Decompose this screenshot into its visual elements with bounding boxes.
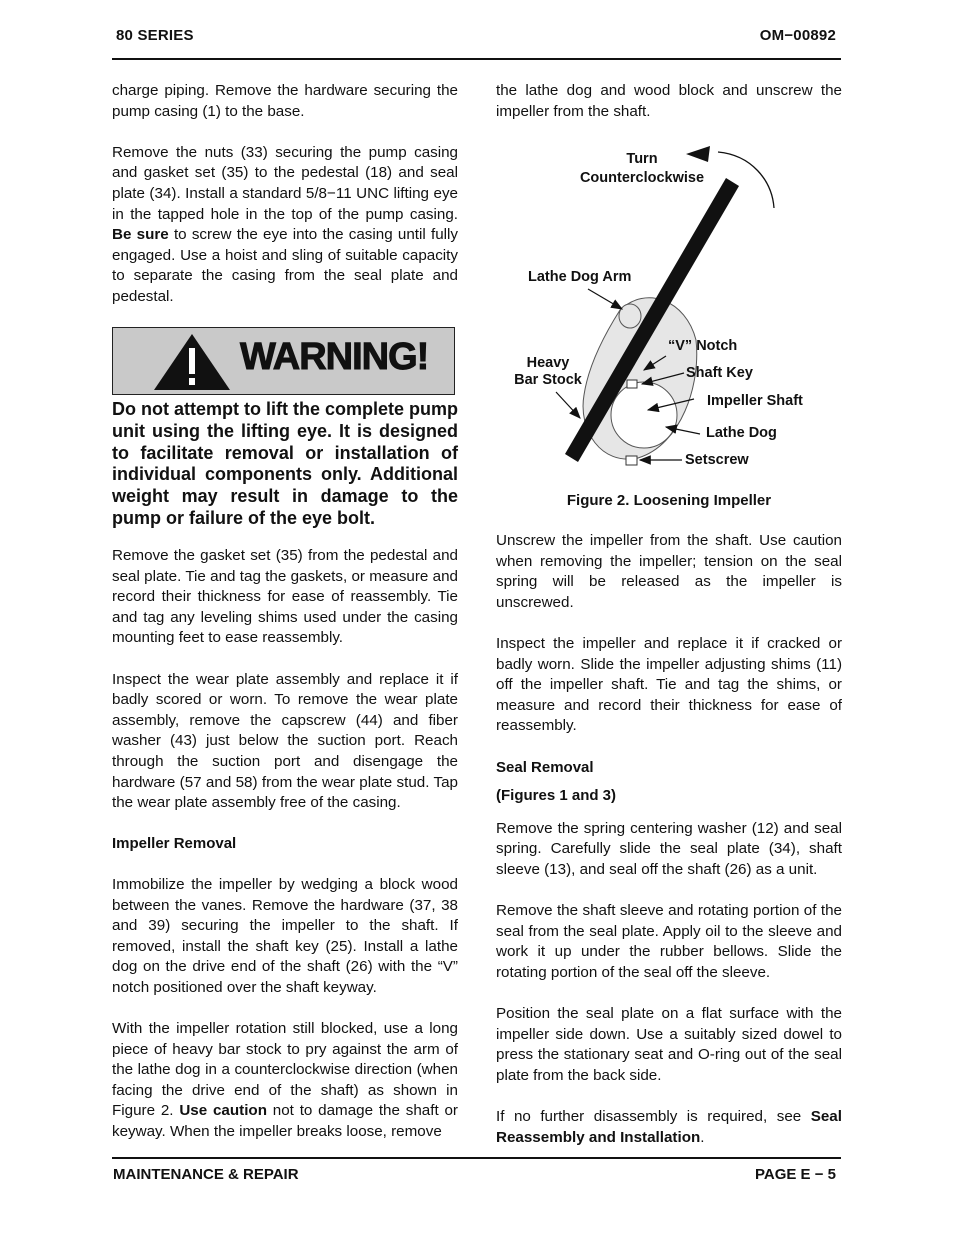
- paragraph: Remove the nuts (33) securing the pump casing and gasket set (35) to the pedestal (18) and seal plate (34). Install a standard 5/8−11 UNC lifting eye in the tapped hole in the top of the pump casing. Be sure to screw the eye into the casing until fully engaged. Use a hoist and sling of suitable capacity to separate the casing from the seal plate and pedestal.: [112, 143, 458, 305]
- left-column: [112, 81, 458, 328]
- section-subheading-figures: (Figures 1 and 3): [496, 787, 617, 805]
- label-lathe-dog: Lathe Dog: [706, 425, 777, 441]
- label-impeller-shaft: Impeller Shaft: [707, 393, 803, 409]
- right-column: [496, 531, 842, 1148]
- paragraph: Remove the shaft sleeve and rotating portion of the seal from the seal plate. Apply oil to the sleeve and work it up under the rubber bellows. Slide the rotating portion of the seal off the sleeve.: [496, 902, 842, 981]
- footer-rule: [112, 1157, 841, 1159]
- warning-title: WARNING!: [240, 336, 429, 378]
- header-doc-number: OM−00892: [759, 27, 836, 44]
- warning-triangle-icon: [152, 332, 232, 392]
- left-column-lower: [112, 546, 458, 1143]
- warning-message: Do not attempt to lift the complete pump unit using the lifting eye. It is designed to facilitate removal or installation of individual components only. Additional weight may result in damage to the pump or failure of the eye bolt.: [112, 399, 458, 528]
- label-counterclockwise: Counterclockwise: [579, 170, 705, 186]
- paragraph: Inspect the wear plate assembly and replace it if badly scored or worn. To remove the wear plate assembly, remove the capscrew (44) and fiber washer (43) just below the suction port. Reach through the suction port and disengage the hardware (57 and 58) from the wear plate stud. Tap the wear plate assembly free of the casing.: [112, 670, 458, 812]
- paragraph: Remove the spring centering washer (12) and seal spring. Carefully slide the seal plate (34), shaft sleeve (13), and seal off the shaft (26) as a unit.: [496, 819, 842, 878]
- paragraph: the lathe dog and wood block and unscrew the impeller from the shaft.: [496, 82, 842, 120]
- setscrew-shape: [626, 456, 637, 465]
- section-heading-impeller-removal: Impeller Removal: [112, 835, 237, 853]
- footer-section: MAINTENANCE & REPAIR: [113, 1166, 299, 1183]
- figure-loosening-impeller: [496, 140, 842, 480]
- paragraph: If no further disassembly is required, see Seal Reassembly and Installation.: [496, 1108, 842, 1146]
- paragraph: charge piping. Remove the hardware securing the pump casing (1) to the base.: [112, 82, 458, 120]
- header-series: 80 SERIES: [116, 27, 194, 44]
- right-column-top: [496, 81, 842, 122]
- shaft-key-shape: [627, 380, 637, 388]
- label-setscrew: Setscrew: [685, 452, 749, 468]
- label-heavy: Heavy: [526, 355, 570, 371]
- paragraph: Inspect the impeller and replace it if cracked or badly worn. Slide the impeller adjusting shims (11) off the impeller shaft. Tie and tag the shims, or measure and record their thickness for ease of reassembly.: [496, 634, 842, 735]
- footer-page-number: PAGE E − 5: [754, 1166, 836, 1183]
- paragraph: Unscrew the impeller from the shaft. Use caution when removing the impeller; tension on the seal spring will be released as the impeller is unscrewed.: [496, 532, 842, 611]
- section-heading-seal-removal: Seal Removal: [496, 758, 594, 776]
- label-v-notch: “V” Notch: [668, 338, 738, 354]
- impeller-shaft-shape: [611, 382, 677, 448]
- paragraph: Immobilize the impeller by wedging a block wood between the vanes. Remove the hardware (37, 38 and 39) securing the impeller to the shaft. If removed, install the shaft key (25). Install a lathe dog on the drive end of the shaft (26) with the “V” notch positioned over the shaft keyway.: [112, 875, 458, 996]
- label-turn: Turn: [626, 151, 658, 167]
- label-bar-stock: Bar Stock: [514, 372, 582, 388]
- paragraph: With the impeller rotation still blocked, use a long piece of heavy bar stock to pry against the arm of the lathe dog in a counterclockwise direction (when facing the drive end of the shaft) as shown in Figure 2. Use caution not to damage the shaft or keyway. When the impeller breaks loose, remove: [112, 1020, 458, 1141]
- label-lathe-dog-arm: Lathe Dog Arm: [528, 269, 632, 285]
- rotation-arrowhead: [686, 146, 710, 162]
- figure-caption: Figure 2. Loosening Impeller: [566, 492, 772, 509]
- label-shaft-key: Shaft Key: [686, 365, 753, 381]
- paragraph: Position the seal plate on a flat surface with the impeller side down. Use a suitably sized dowel to press the stationary seat and O-ring out of the seal plate from the back side.: [496, 1005, 842, 1084]
- paragraph: Remove the gasket set (35) from the pedestal and seal plate. Tie and tag the gaskets, or measure and record their thickness for ease of reassembly. Tie and tag any leveling shims used under the casing mounting feet to ease reassembly.: [112, 547, 458, 647]
- header-rule: [112, 58, 841, 60]
